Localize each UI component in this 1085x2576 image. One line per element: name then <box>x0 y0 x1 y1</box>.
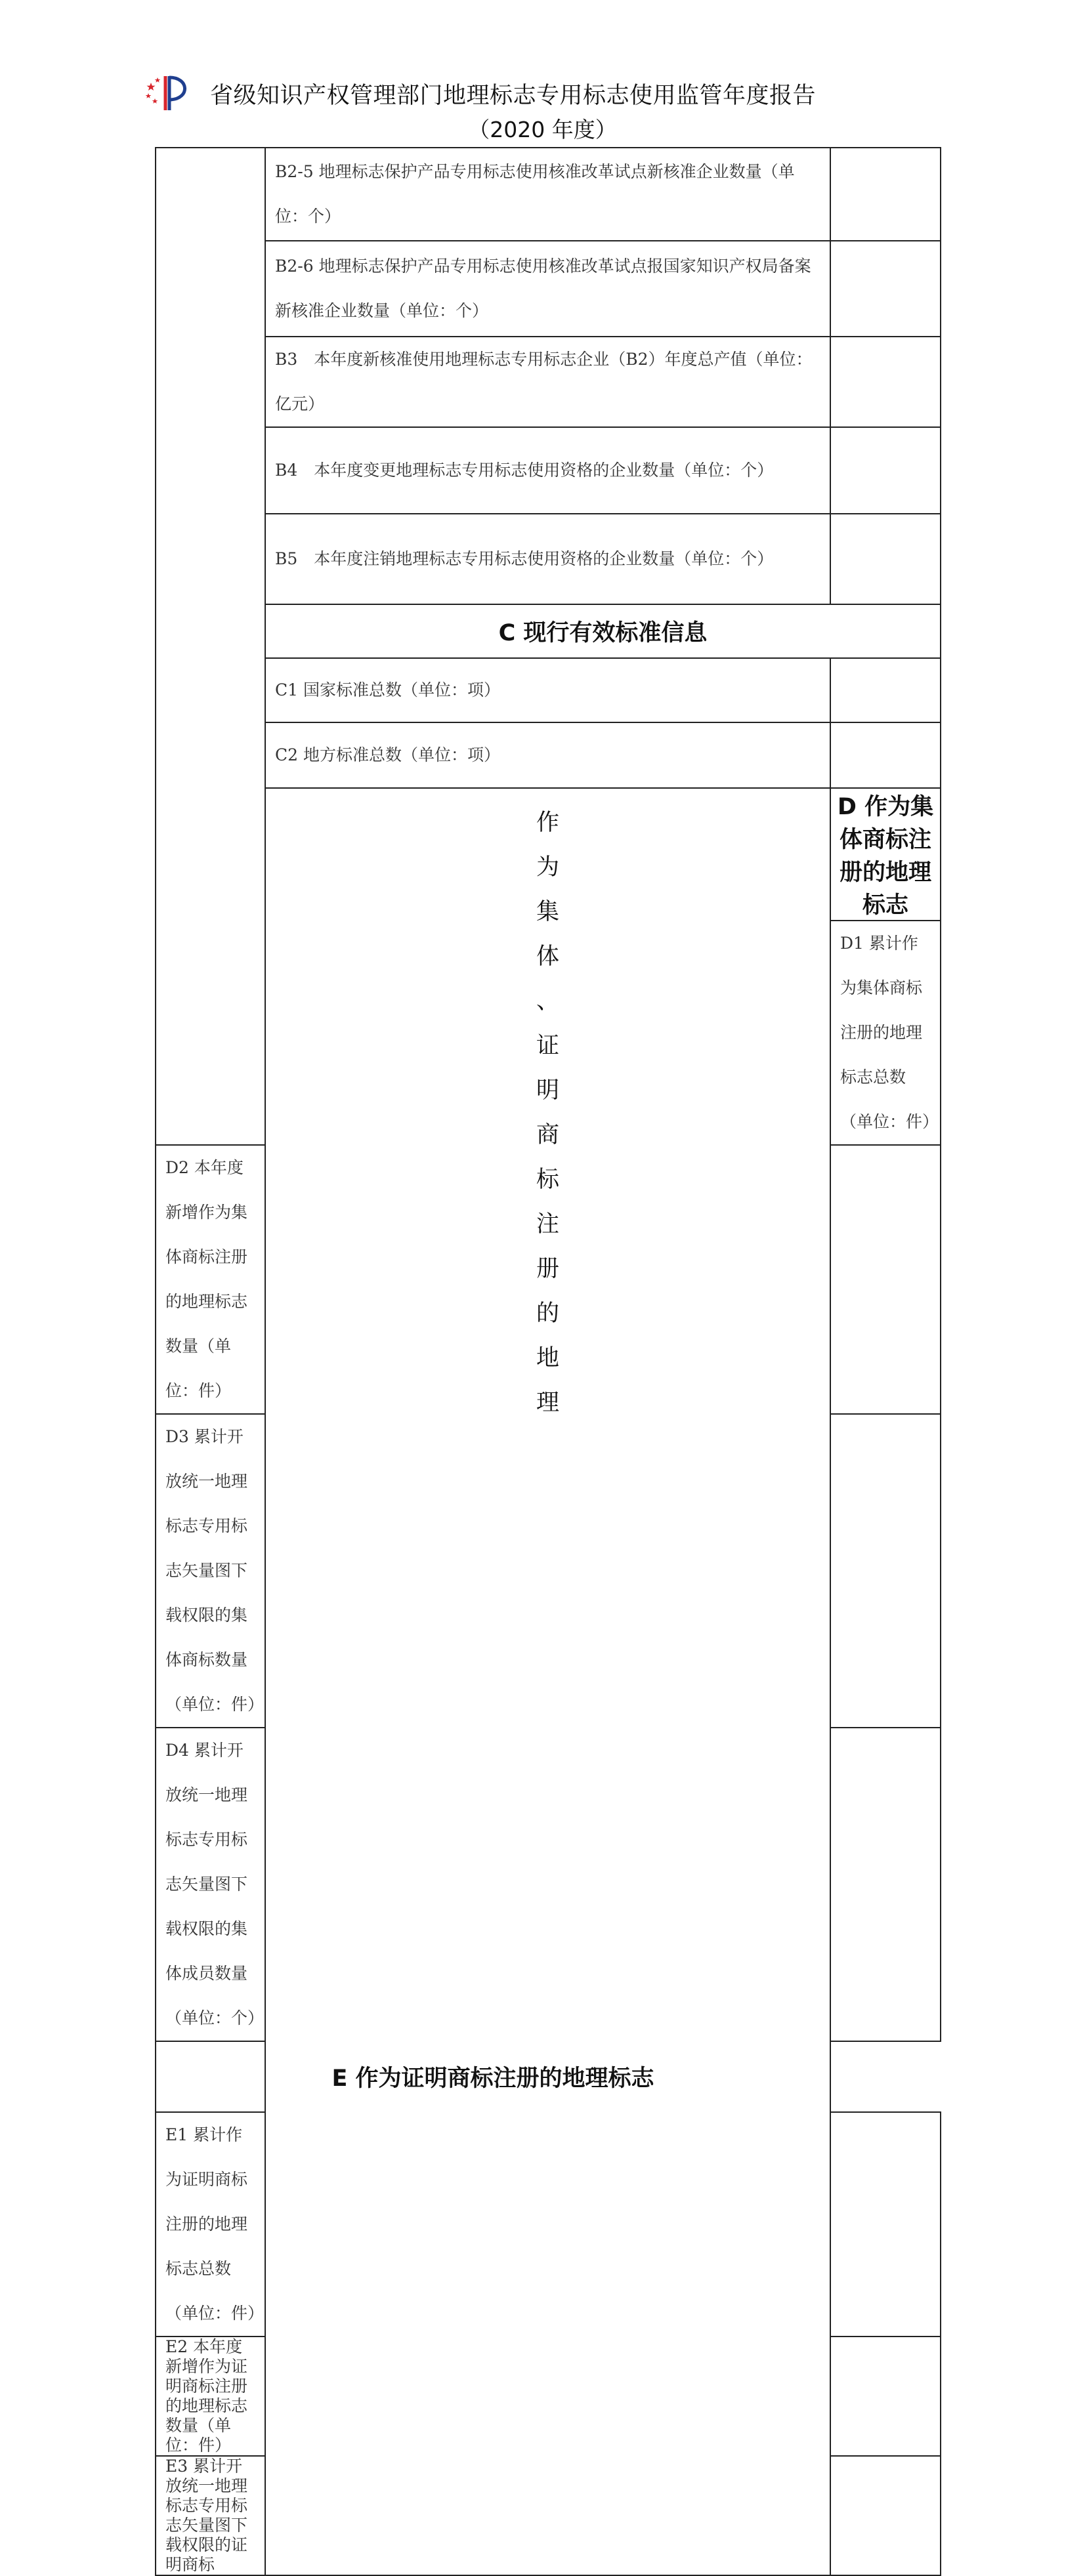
value-cell-b2-6[interactable] <box>830 241 941 337</box>
value-cell-d3[interactable] <box>830 1414 941 1728</box>
row-label-d1: D1 累计作为集体商标注册的地理标志总数（单位：件） <box>830 921 941 1145</box>
section-heading-c: C 现行有效标准信息 <box>265 604 941 658</box>
row-label-d4: D4 累计开放统一地理标志专用标志矢量图下载权限的集体成员数量（单位：个） <box>156 1728 265 2041</box>
row-label-e3: E3 累计开放统一地理标志专用标志矢量图下载权限的证明商标 <box>156 2456 265 2575</box>
section-heading-d: D 作为集体商标注册的地理标志 <box>830 788 941 921</box>
report-table <box>155 147 941 2576</box>
value-cell-b4[interactable] <box>830 427 941 514</box>
value-cell-d4[interactable] <box>830 1728 941 2041</box>
value-cell-e1[interactable] <box>830 2112 941 2337</box>
row-label-e1: E1 累计作为证明商标注册的地理标志总数（单位：件） <box>156 2112 265 2337</box>
cnipa-logo <box>143 73 196 112</box>
row-label-b5: B5 本年度注销地理标志专用标志使用资格的企业数量（单位：个） <box>265 514 830 604</box>
value-cell-b5[interactable] <box>830 514 941 604</box>
row-label-d2: D2 本年度新增作为集体商标注册的地理标志数量（单位：件） <box>156 1145 265 1414</box>
value-cell-d2[interactable] <box>830 1145 941 1414</box>
category-label: 作 为 集 体 、 证 明 商 标 注 册 的 地 理 <box>265 788 830 2575</box>
value-cell-b2-5[interactable] <box>830 148 941 241</box>
value-cell-c1[interactable] <box>830 658 941 722</box>
value-cell-e2[interactable] <box>830 2337 941 2456</box>
section-heading-e: E 作为证明商标注册的地理标志 <box>156 2041 830 2112</box>
row-label-b2-6: B2-6 地理标志保护产品专用标志使用核准改革试点报国家知识产权局备案新核准企业数量（单位：个） <box>265 241 830 337</box>
category-cell-empty <box>156 148 265 1145</box>
row-label-c2: C2 地方标准总数（单位：项） <box>265 722 830 788</box>
value-cell-b3[interactable] <box>830 337 941 427</box>
row-label-b4: B4 本年度变更地理标志专用标志使用资格的企业数量（单位：个） <box>265 427 830 514</box>
report-title: 省级知识产权管理部门地理标志专用标志使用监管年度报告 <box>210 83 817 109</box>
row-label-b2-5: B2-5 地理标志保护产品专用标志使用核准改革试点新核准企业数量（单位：个） <box>265 148 830 241</box>
report-subtitle: （2020 年度） <box>468 117 617 142</box>
row-label-b3: B3 本年度新核准使用地理标志专用标志企业（B2）年度总产值（单位：亿元） <box>265 337 830 427</box>
value-cell-c2[interactable] <box>830 722 941 788</box>
row-label-d3: D3 累计开放统一地理标志专用标志矢量图下载权限的集体商标数量（单位：件） <box>156 1414 265 1728</box>
value-cell-e3[interactable] <box>830 2456 941 2575</box>
row-label-c1: C1 国家标准总数（单位：项） <box>265 658 830 722</box>
row-label-e2: E2 本年度新增作为证明商标注册的地理标志数量（单位：件） <box>156 2337 265 2456</box>
